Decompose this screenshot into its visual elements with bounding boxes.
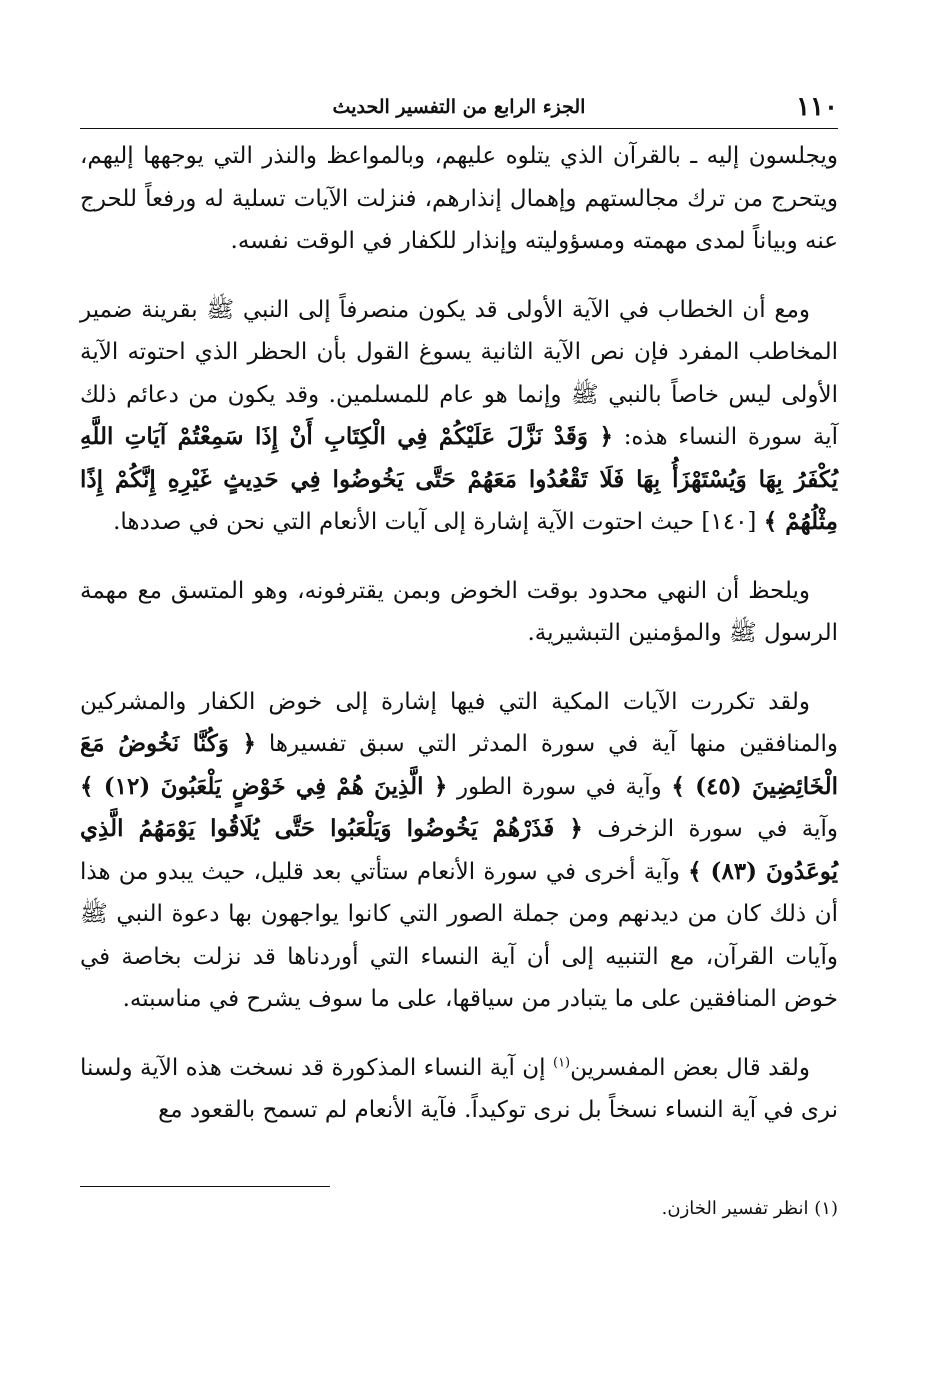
paragraph-5-text: ولقد قال بعض المفسرين [570, 1054, 810, 1081]
quran-verse-nisa: ﴿ وَقَدْ نَزَّلَ عَلَيْكُمْ فِي الْكِتَابِ أَنْ إِذَا سَمِعْتُمْ آيَاتِ اللَّهِ يُكْفَرُ بِهَا وَيُسْتَهْزَأُ بِهَا فَلَا تَقْعُدُوا مَعَهُمْ حَتَّى يَخُوضُوا فِي حَدِيثٍ غَيْرِهِ إِنَّكُمْ إِذًا مِثْلُهُمْ ﴾ [80, 423, 838, 535]
paragraph-4 [80, 681, 838, 1021]
quran-verse-tur: ﴿ الَّذِينَ هُمْ فِي خَوْضٍ يَلْعَبُونَ (١٢) ﴾ [80, 772, 448, 800]
paragraph-5-rest: إن آية النساء المذكورة قد نسخت هذه الآية ولسنا نرى في آية النساء نسخاً بل نرى توكيداً. فآية الأنعام لم تسمح بالقعود مع [80, 1054, 838, 1123]
paragraph-4-t1: وآية في سورة الطور [456, 773, 662, 800]
footnote-ref: (١) [552, 1054, 571, 1070]
paragraph-4-text: ولقد تكررت الآيات المكية التي فيها إشارة إلى خوض الكفار والمشركين والمنافقين منها آية في سورة المدثر التي سبق تفسيرها [80, 688, 838, 757]
footnote: (١) انظر تفسير الخازن. [661, 1198, 838, 1219]
paragraph-5 [80, 1047, 838, 1132]
book-page [80, 88, 839, 1219]
page-body [80, 135, 838, 1132]
paragraph-2-text: ومع أن الخطاب في الآية الأولى قد يكون منصرفاً إلى النبي ﷺ بقرينة ضمير المخاطب المفرد فإن نص الآية الثانية يسوغ القول بأن الحظر الذي احتوته الآية الأولى ليس خاصاً بالنبي ﷺ وإنما هو عام للمسلمين. وقد يكون من دعائم ذلك آية سورة النساء هذه: [80, 296, 839, 450]
page-number: ١١٠ [796, 92, 838, 122]
paragraph-2-after: حيث احتوت الآية إشارة إلى آيات الأنعام التي نحن في صددها. [113, 509, 695, 535]
paragraph-3-text: ويلحظ أن النهي محدود بوقت الخوض وبمن يقترفونه، وهو المتسق مع مهمة الرسول ﷺ والمؤمنين التبشيرية. [80, 577, 838, 646]
running-title: الجزء الرابع من التفسير الحديث [332, 96, 586, 118]
quran-verse-muddathir: ﴿ وَكُنَّا نَخُوضُ مَعَ الْخَائِضِينَ (٤٥) ﴾ [80, 730, 839, 800]
page-header [80, 88, 838, 129]
verse-ref: [١٤٠] [701, 509, 757, 535]
footnote-divider [80, 1186, 330, 1187]
quran-verse-zukhruf: ﴿ فَذَرْهُمْ يَخُوضُوا وَيَلْعَبُوا حَتَّى يُلَاقُوا يَوْمَهُمُ الَّذِي يُوعَدُونَ (٨٣) ﴾ [80, 815, 839, 885]
paragraph-1: ويجلسون إليه ـ بالقرآن الذي يتلوه عليهم، وبالمواعظ والنذر التي يوجهها إليهم، ويتحرج من ترك مجالستهم وإهمال إنذارهم، فنزلت الآيات تسلية له ورفعاً للحرج عنه وبياناً لمدى مهمته ومسؤوليته وإنذار للكفار في الوقت نفسه. [80, 143, 838, 254]
paragraph-3 [80, 570, 838, 655]
paragraph-4-t2: وآية في سورة الزخرف [597, 816, 838, 842]
paragraph-4-t3: وآية أخرى في سورة الأنعام ستأتي بعد قليل، حيث يبدو من هذا أن ذلك كان من ديدنهم ومن جملة الصور التي كانوا يواجهون بها دعوة النبي ﷺ وآيات القرآن، مع التنبيه إلى أن آية النساء التي أوردناها قد نزلت بخاصة في خوض المنافقين على ما يتبادر من سياقها، على ما سوف يشرح في مناسبته. [80, 858, 838, 1012]
paragraph-2 [80, 289, 838, 544]
